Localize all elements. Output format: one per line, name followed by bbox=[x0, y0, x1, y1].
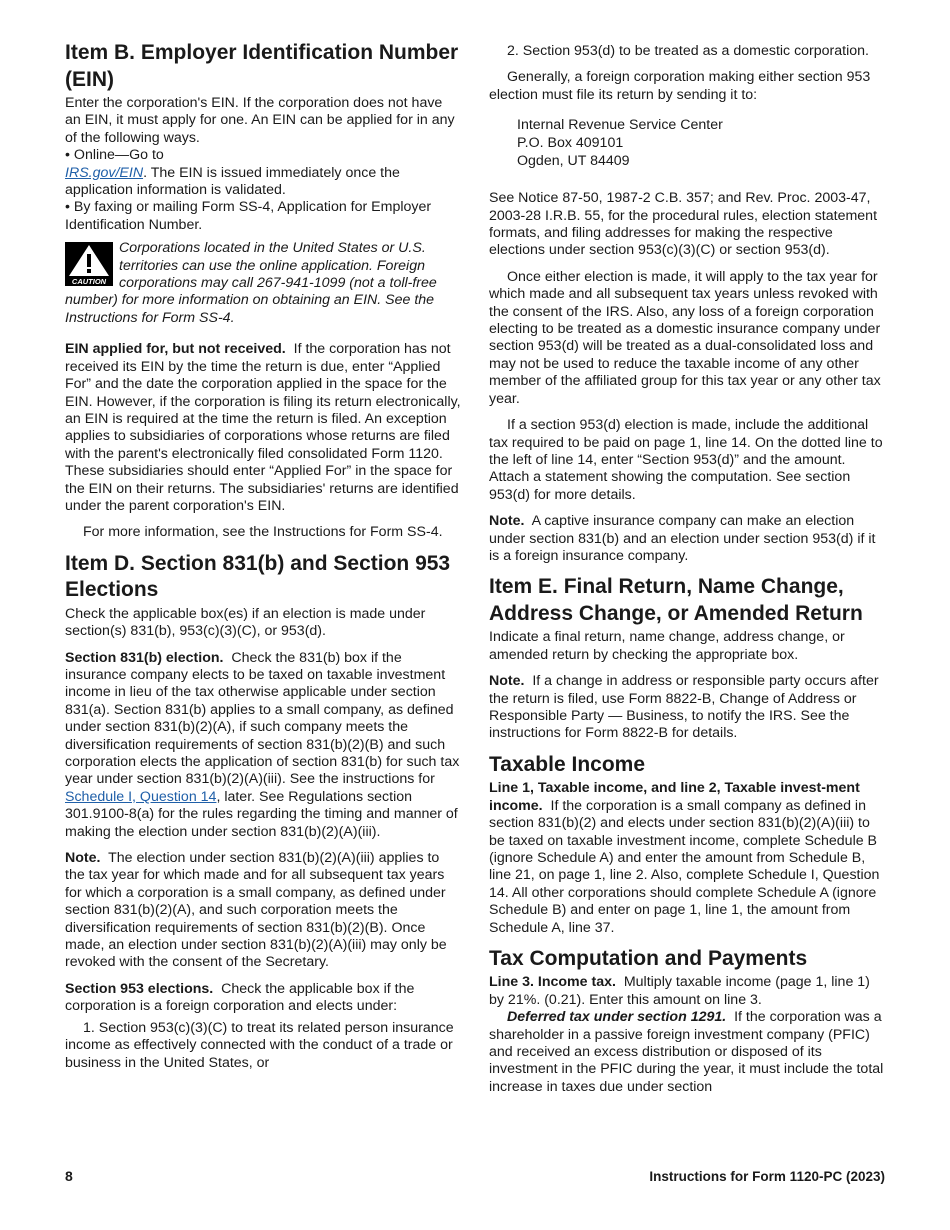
caution-label: CAUTION bbox=[71, 277, 107, 287]
footer-form-title: Instructions for Form 1120-PC (2023) bbox=[649, 1169, 885, 1184]
section-953d-paragraph: If a section 953(d) election is made, include the additional tax required to be paid on page 1, line 14. On the dotted line to the left of line 14, enter “Section 953(d)” and the amount. Attach a statement showing the computation. See section 953(d) for more details. bbox=[489, 417, 883, 503]
schedule-i-question-14-link[interactable]: Schedule I, Question 14 bbox=[65, 788, 217, 805]
section-953-item-1: 1. Section 953(c)(3)(C) to treat its related person insurance income as effectively connected with the conduct of a trade or business in the United States, or bbox=[65, 1019, 454, 1071]
caution-icon bbox=[65, 242, 113, 286]
item-d-paragraph: Check the applicable box(es) if an election is made under section(s) 831(b), 953(c)(3)(C), or 953(d). bbox=[65, 605, 426, 640]
section-953-paragraph: Section 953 elections. Check the applicable box if the corporation is a foreign corporation and elects under: bbox=[65, 980, 415, 1015]
note-831b-paragraph: Note. The election under section 831(b)(2)(A)(iii) applies to the tax year for which made and for all subsequent tax years for which a corporation is a small company, as defined under section 831(b)(2)(A), and such corporation meets the diversification requirements of section 831(b)(2)(B). Once made, an election under section 831(b)(2)(A)(iii) may only be revoked with the consent of the Secretary. bbox=[65, 850, 447, 971]
item-b-heading: Item B. Employer Identification Number (EIN) bbox=[65, 41, 459, 91]
section-953-item-2: 2. Section 953(d) to be treated as a domestic corporation. bbox=[507, 43, 869, 59]
item-e-heading: Item E. Final Return, Name Change, Address Change, or Amended Return bbox=[489, 575, 863, 625]
irs-ein-link[interactable]: IRS.gov/EIN bbox=[65, 164, 144, 181]
line-3-paragraph: Line 3. Income tax. Multiply taxable income (page 1, line 1) by 21%. (0.21). Enter this amount on line 3. bbox=[489, 974, 870, 1008]
more-info-paragraph: For more information, see the Instructions for Form SS-4. bbox=[83, 524, 443, 541]
item-e-paragraph: Indicate a final return, name change, address change, or amended return by checking the appropriate box. bbox=[489, 629, 845, 663]
irs-address bbox=[517, 116, 886, 170]
notice-paragraph: See Notice 87-50, 1987-2 C.B. 357; and Rev. Proc. 2003-47, 2003-28 I.R.B. 55, for the procedural rules, election statement formats, and filing addresses for making the respective elections under section 953(c)(3)(C) or section 953(d). bbox=[489, 190, 878, 259]
caution-block bbox=[65, 240, 462, 327]
tax-computation-heading: Tax Computation and Payments bbox=[489, 946, 808, 970]
address-change-note: Note. If a change in address or responsible party occurs after the return is filed, use Form 8822-B, Change of Address or Responsible Party — Business, to notify the IRS. See the instructions for Form 8822-B for details. bbox=[489, 673, 879, 742]
bullet-online: • Online—Go to IRS.gov/EIN. The EIN is issued immediately once the application information is validated. bbox=[65, 147, 400, 199]
page-number: 8 bbox=[65, 1168, 73, 1184]
item-b-paragraph: Enter the corporation's EIN. If the corporation does not have an EIN, it must apply for one. An EIN can be applied for in any of the following ways. bbox=[65, 95, 455, 146]
ein-applied-paragraph: EIN applied for, but not received. If the corporation has not received its EIN by the time the return is due, enter “Applied For” and the date the corporation applied in the space for the EIN. However, if the corporation is filing its return electronically, an EIN is required at the time the return is filed. An exception applies to subsidiaries of corporations whose returns are filed with the parent's electronically filed consolidated Form 1120. These subsidiaries should enter “Applied For” in the space for the EIN on their returns. The subsidiaries' returns are identified under the parent corporation's EIN. bbox=[65, 341, 461, 514]
deferred-tax-paragraph: Deferred tax under section 1291. If the corporation was a shareholder in a passive foreign investment company (PFIC) and received an excess distribution or disposed of its investment in the PFIC during the year, it must include the total increase in taxes due under section bbox=[489, 1009, 884, 1095]
line-1-paragraph: Line 1, Taxable income, and line 2, Taxable invest-ment income. If the corporation is a small company as defined in section 831(b)(2) and elects under section 831(b)(2)(A)(iii) to be taxed on taxable investment income, complete Schedule B (ignore Schedule A) and enter the amount from Schedule B, line 21, on page 1, line 2. Also, complete Schedule I, Question 14. All other corporations should complete Schedule A (ignore Schedule B) and enter on page 1, line 1, the amount from Schedule A, line 37. bbox=[489, 780, 880, 936]
taxable-income-heading: Taxable Income bbox=[489, 752, 646, 776]
caution-text: Corporations located in the United States or U.S. territories can use the online application. Foreign corporations may call 267-941-1099 (not a toll-free number) for more information on obtaining an EIN. See the Instructions for Form SS-4. bbox=[65, 240, 437, 326]
address-line: Ogden, UT 84409 bbox=[517, 153, 630, 170]
address-line: Internal Revenue Service Center bbox=[517, 117, 723, 134]
bullet-fax-mail: • By faxing or mailing Form SS-4, Application for Employer Identification Number. bbox=[65, 199, 432, 233]
right-column bbox=[489, 40, 886, 1105]
generally-paragraph: Generally, a foreign corporation making either section 953 election must file its return by sending it to: bbox=[489, 69, 871, 103]
section-831b-paragraph: Section 831(b) election. Check the 831(b) box if the insurance company elects to be taxed on taxable investment income in lieu of the tax otherwise applicable under section 831(a). Section 831(b) applies to a small company, as defined under section 831(b)(2)(A), if such company meets the diversification requirements of section 831(b)(2)(B) and such corporation elects the application of section 831(b) for such tax year under section 831(b)(2)(A)(iii). See the instructions for Schedule I, Question 14, later. See Regulations section 301.9100-8(a) for the rules regarding the timing and manner of making the election under section 831(b)(2)(A)(iii). bbox=[65, 649, 460, 840]
once-either-paragraph: Once either election is made, it will apply to the tax year for which made and all subsequent tax years unless revoked with the consent of the IRS. Also, any loss of a foreign corporation electing to be treated as a domestic insurance company under section 953(d) will be treated as a dual-consolidated loss and may not be used to reduce the taxable income of any other member of the affiliated group for this tax year or any other tax year. bbox=[489, 268, 881, 407]
captive-note-paragraph: Note. A captive insurance company can make an election under section 831(b) and an election under section 953(d) if it is a foreign insurance company. bbox=[489, 513, 876, 564]
item-d-heading: Item D. Section 831(b) and Section 953 Elections bbox=[65, 551, 451, 602]
address-line: P.O. Box 409101 bbox=[517, 135, 624, 152]
left-column bbox=[65, 40, 462, 1081]
